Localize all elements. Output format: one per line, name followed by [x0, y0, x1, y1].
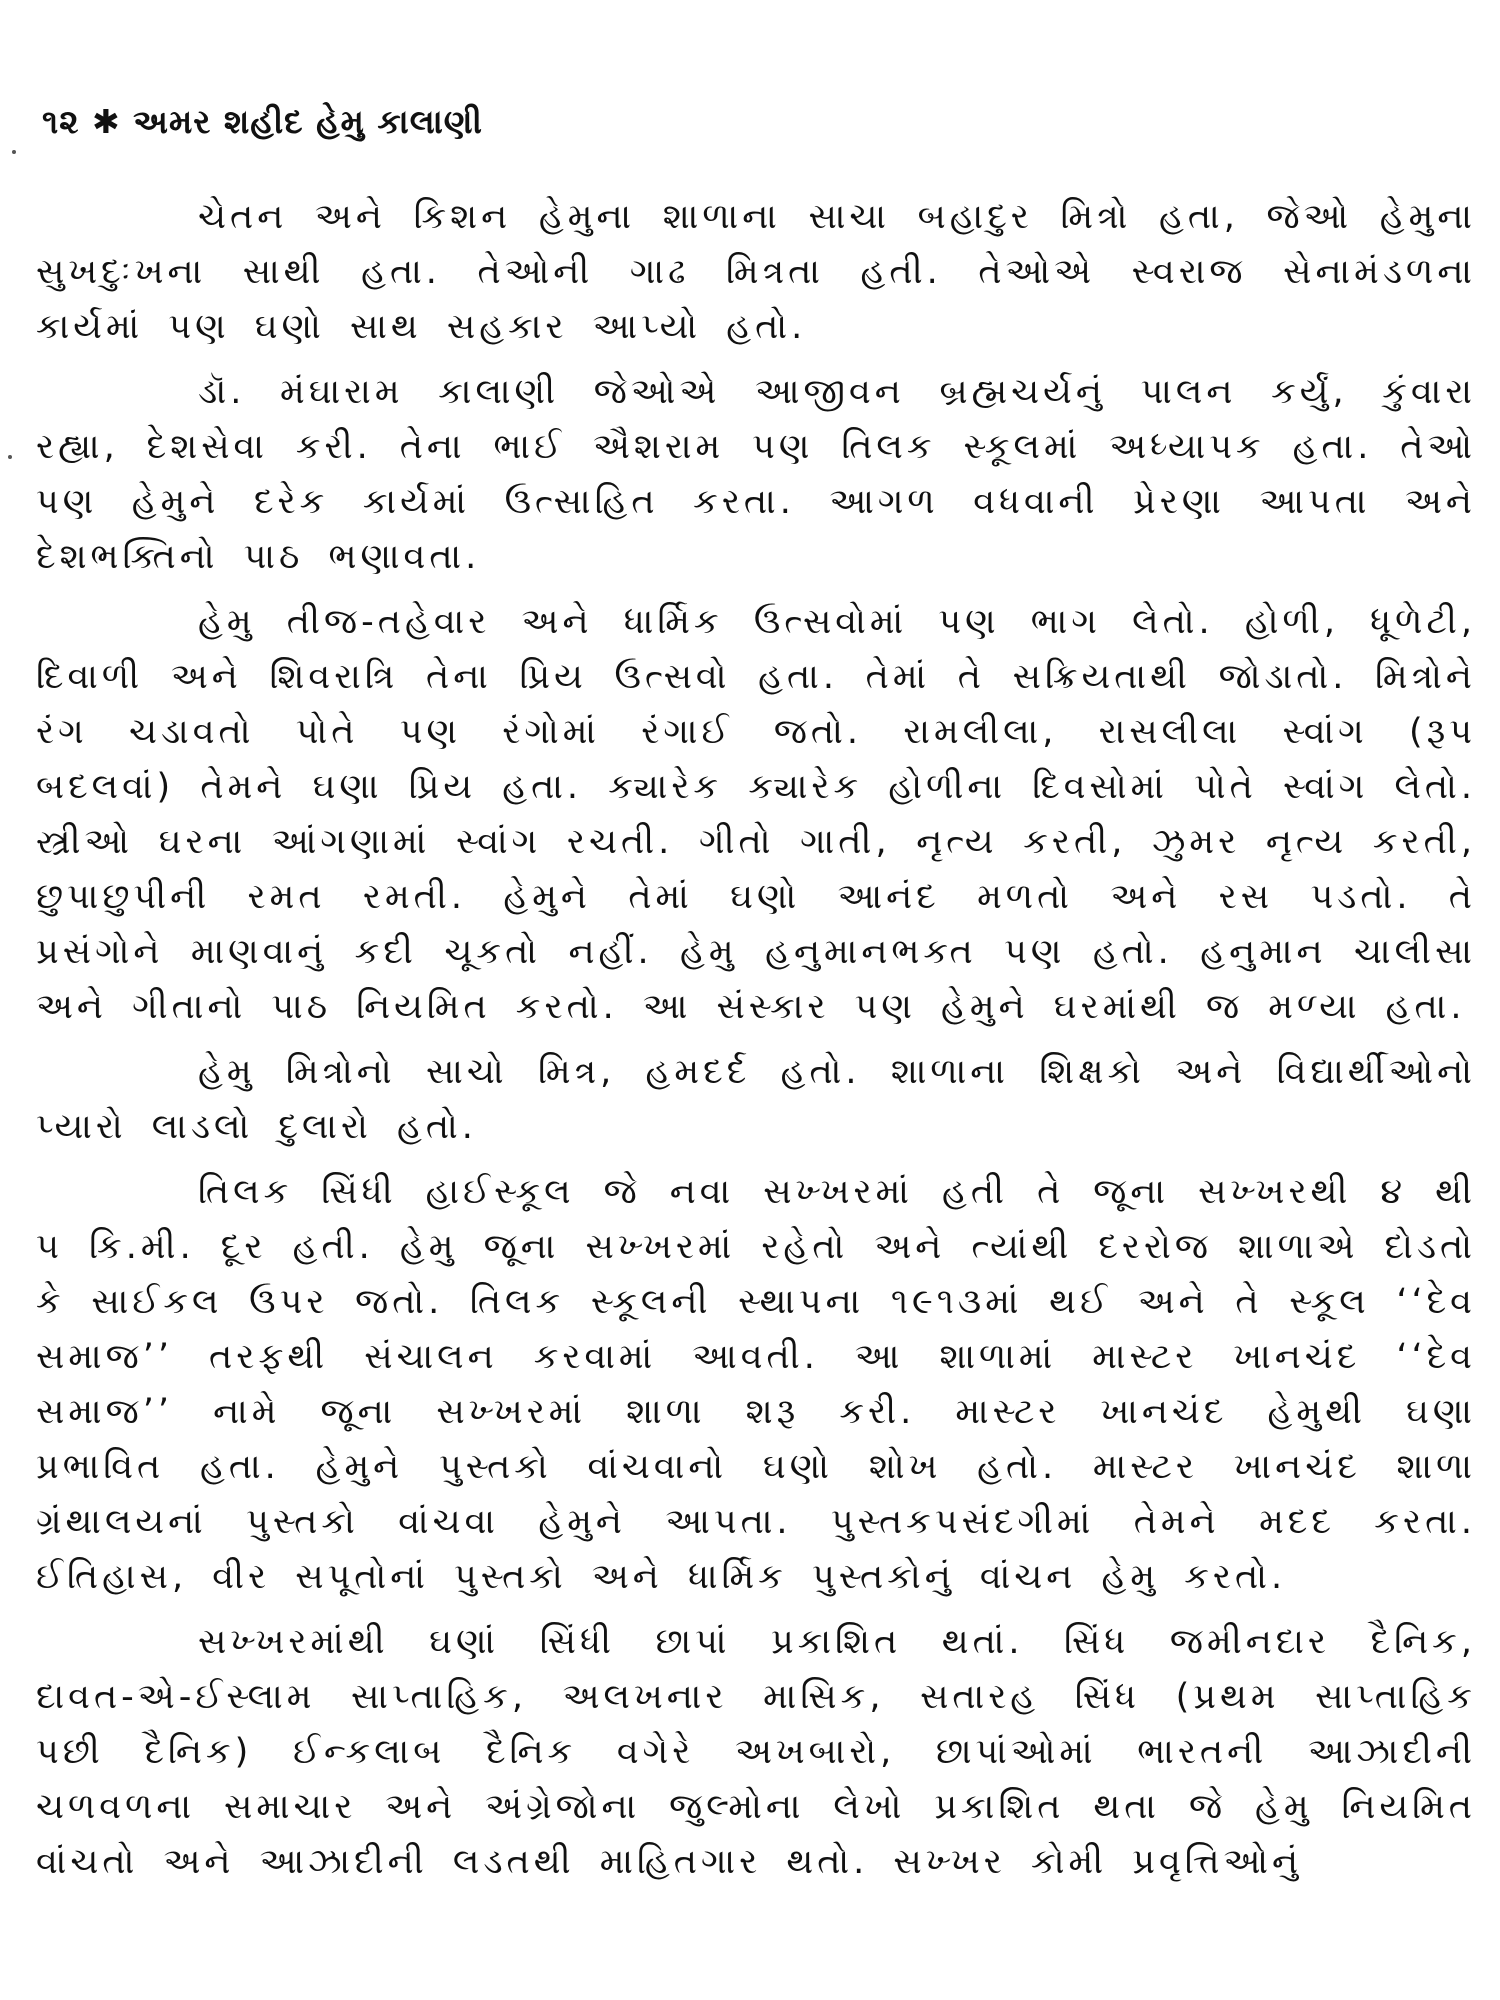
chapter-header: ૧૨ ✱ અમર શહીદ હેમુ કાલાણી — [42, 102, 483, 141]
scan-speck — [8, 455, 12, 459]
paragraph-4: હેમુ મિત્રોનો સાચો મિત્ર, હમદર્દ હતો. શાળાના શિક્ષકો અને વિદ્યાર્થીઓનો પ્યારો લાડલો દુલારો હતો. — [36, 1052, 1476, 1147]
paragraph-2: ડૉ. મંઘારામ કાલાણી જેઓએ આજીવન બ્રહ્મચર્યનું પાલન કર્યું, કુંવારા રહ્યા, દેશસેવા કરી. તેના ભાઈ ઐશરામ પણ તિલક સ્કૂલમાં અધ્યાપક હતા. તેઓ પણ હેમુને દરેક કાર્યમાં ઉત્સાહિત કરતા. આગળ વધવાની પ્રેરણા આપતા અને દેશભક્તિનો પાઠ ભણાવતા. — [36, 372, 1476, 577]
paragraph-6: સખ્ખરમાંથી ઘણાં સિંધી છાપાં પ્રકાશિત થતાં. સિંધ જમીનદાર દૈનિક, દાવત-એ-ઈસ્લામ સાપ્તાહિક, અલખનાર માસિક, સતારહ સિંધ (પ્રથમ સાપ્તાહિક પછી દૈનિક) ઈન્કલાબ દૈનિક વગેરે અખબારો, છાપાંઓમાં ભારતની આઝાદીની ચળવળના સમાચાર અને અંગ્રેજોના જુલ્મોના લેખો પ્રકાશિત થતા જે હેમુ નિયમિત વાંચતો અને આઝાદીની લડતથી માહિતગાર થતો. સખ્ખર કોમી પ્રવૃત્તિઓનું — [36, 1622, 1476, 1882]
paragraph-3: હેમુ તીજ-તહેવાર અને ધાર્મિક ઉત્સવોમાં પણ ભાગ લેતો. હોળી, ધૂળેટી, દિવાળી અને શિવરાત્રિ તેના પ્રિય ઉત્સવો હતા. તેમાં તે સક્રિયતાથી જોડાતો. મિત્રોને રંગ ચડાવતો પોતે પણ રંગોમાં રંગાઈ જતો. રામલીલા, રાસલીલા સ્વાંગ (રૂપ બદલવાં) તેમને ઘણા પ્રિય હતા. ક્યારેક ક્યારેક હોળીના દિવસોમાં પોતે સ્વાંગ લેતો. સ્ત્રીઓ ઘરના આંગણામાં સ્વાંગ રચતી. ગીતો ગાતી, નૃત્ય કરતી, ઝુમર નૃત્ય કરતી, છુપાછુપીની રમત રમતી. હેમુને તેમાં ઘણો આનંદ મળતો અને રસ પડતો. તે પ્રસંગોને માણવાનું કદી ચૂકતો નહીં. હેમુ હનુમાનભક્ત પણ હતો. હનુમાન ચાલીસા અને ગીતાનો પાઠ નિયમિત કરતો. આ સંસ્કાર પણ હેમુને ઘરમાંથી જ મળ્યા હતા. — [36, 602, 1476, 1027]
paragraph-5: તિલક સિંધી હાઈસ્કૂલ જે નવા સખ્ખરમાં હતી તે જૂના સખ્ખરથી ૪ થી ૫ કિ.મી. દૂર હતી. હેમુ જૂના સખ્ખરમાં રહેતો અને ત્યાંથી દરરોજ શાળાએ દોડતો કે સાઈકલ ઉપર જતો. તિલક સ્કૂલની સ્થાપના ૧૯૧૩માં થઈ અને તે સ્કૂલ ‘‘દેવ સમાજ’’ તરફથી સંચાલન કરવામાં આવતી. આ શાળામાં માસ્ટર ખાનચંદ ‘‘દેવ સમાજ’’ નામે જૂના સખ્ખરમાં શાળા શરૂ કરી. માસ્ટર ખાનચંદ હેમુથી ઘણા પ્રભાવિત હતા. હેમુને પુસ્તકો વાંચવાનો ઘણો શોખ હતો. માસ્ટર ખાનચંદ શાળા ગ્રંથાલયનાં પુસ્તકો વાંચવા હેમુને આપતા. પુસ્તકપસંદગીમાં તેમને મદદ કરતા. ઈતિહાસ, વીર સપૂતોનાં પુસ્તકો અને ધાર્મિક પુસ્તકોનું વાંચન હેમુ કરતો. — [36, 1172, 1476, 1597]
body-text — [36, 190, 1476, 1900]
paragraph-1: ચેતન અને કિશન હેમુના શાળાના સાચા બહાદુર મિત્રો હતા, જેઓ હેમુના સુખદુઃખના સાથી હતા. તેઓની ગાઢ મિત્રતા હતી. તેઓએ સ્વરાજ સેનામંડળના કાર્યમાં પણ ઘણો સાથ સહકાર આપ્યો હતો. — [36, 197, 1476, 347]
scan-speck — [12, 150, 16, 154]
